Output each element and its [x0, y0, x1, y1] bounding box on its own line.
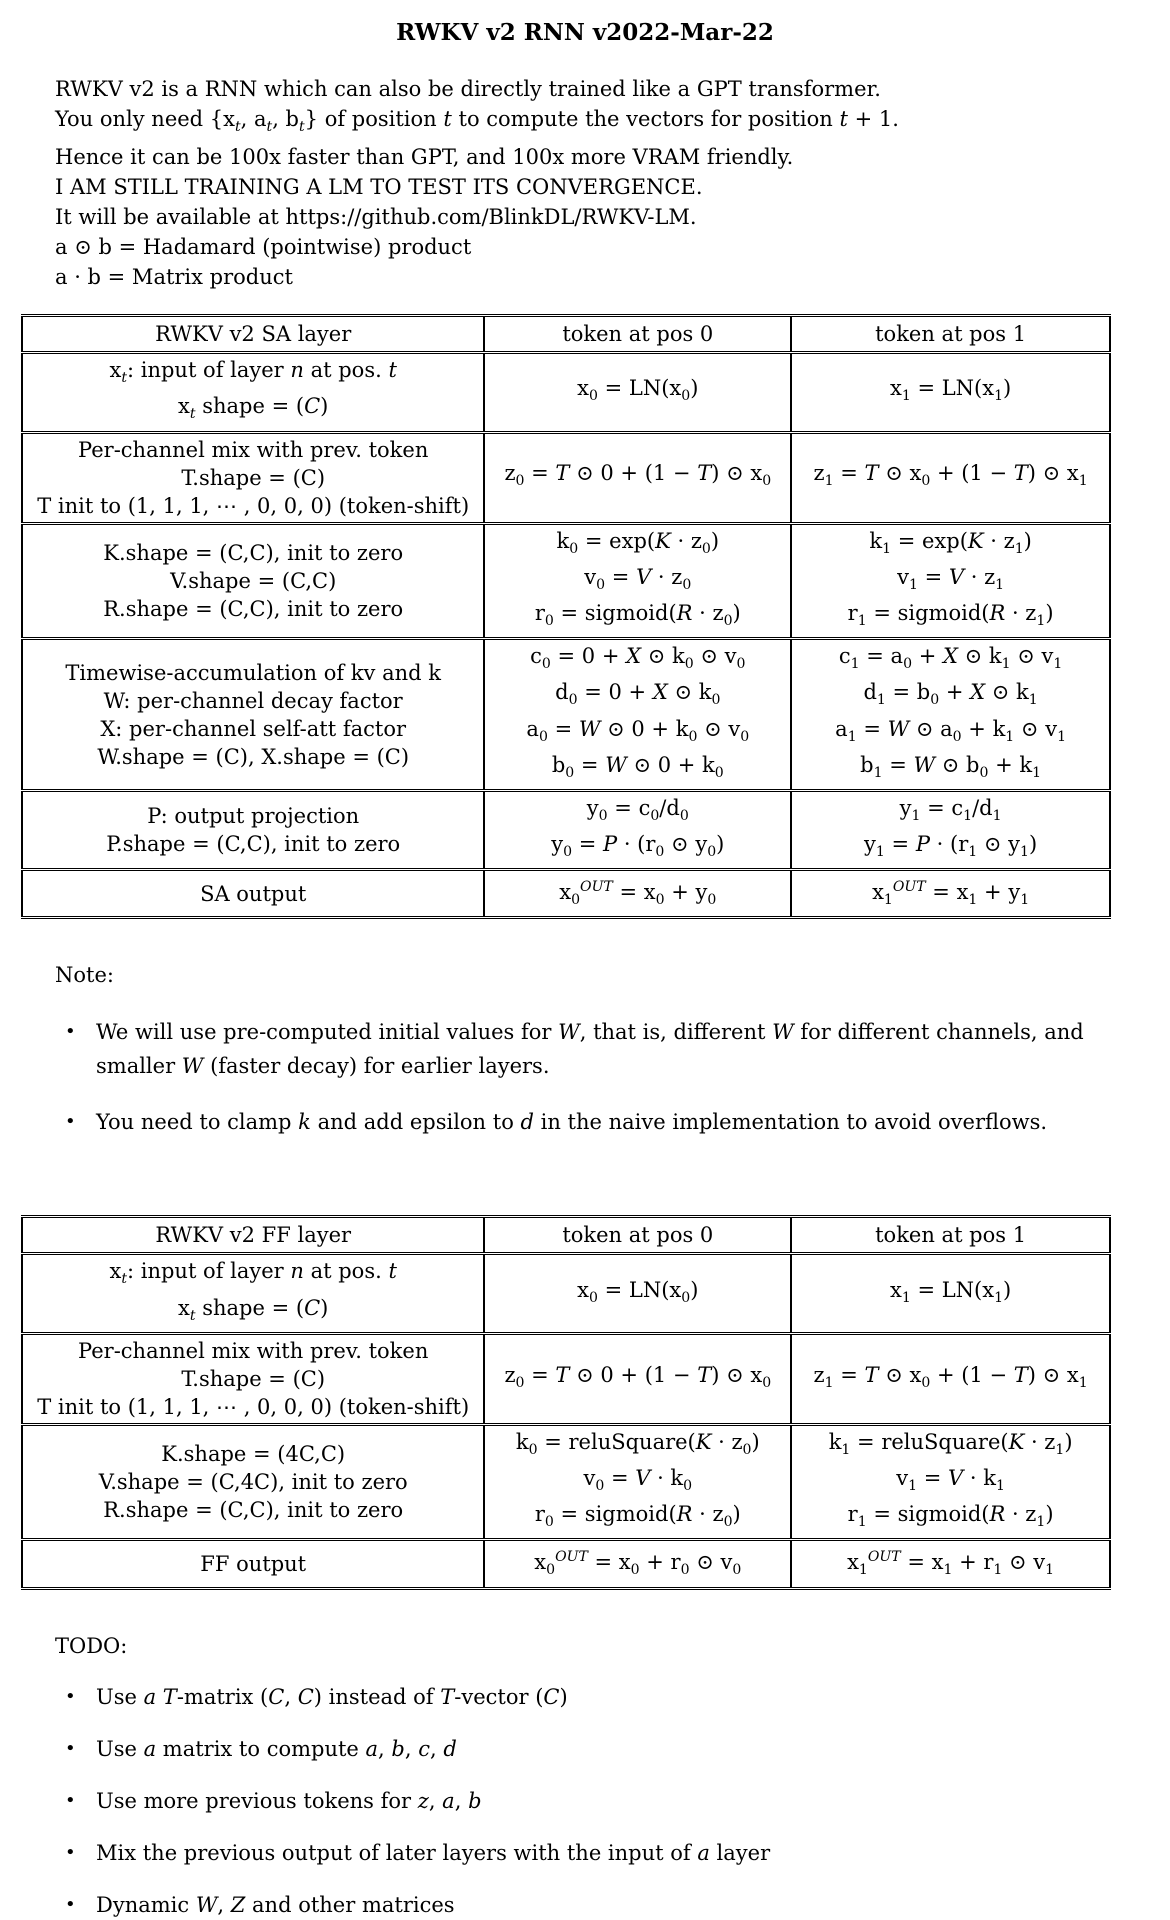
pos1-cell: [791, 1333, 1110, 1424]
formula-line: $v_1 = V \cdot z_1$: [897, 564, 1005, 593]
desc-cell: [22, 523, 484, 639]
formula-line: $d_1 = b_0 + X$ ⊙ $k_1$: [863, 680, 1038, 709]
sa-header-layer: RWKV v2 SA layer: [22, 316, 484, 353]
matrix-product-definition: a · b = Matrix product: [55, 265, 293, 290]
formula-line: $c_1 = a_0 + X$ ⊙ $k_1$ ⊙ $v_1$: [838, 644, 1063, 673]
formula-line: $k_0$ = reluSquare(K · $z_0$): [515, 1429, 760, 1458]
formula-line: $r_1$ = sigmoid(R · $z_1$): [847, 1502, 1054, 1531]
todo-item: • Dynamic W, Z and other matrices: [55, 1890, 1136, 1920]
desc-cell: [22, 1424, 484, 1540]
todo-item: • Use a matrix to compute a, b, c, d: [55, 1734, 1136, 1764]
formula-line: $a_1 = W$ ⊙ $a_0 + k_1$ ⊙ $v_1$: [835, 716, 1067, 745]
pos1-cell: [791, 1424, 1110, 1540]
desc-line: W: per-channel decay factor: [103, 688, 403, 713]
desc-cell: [22, 790, 484, 869]
pos1-cell: [791, 1254, 1110, 1333]
pos0-cell: [484, 523, 791, 639]
table-row: [22, 432, 1110, 523]
ff-layer-table: [21, 1215, 1111, 1589]
table-row: [22, 353, 1110, 432]
formula-line: $k_1$ = reluSquare(K · $z_1$): [828, 1429, 1073, 1458]
pos0-cell: [484, 1333, 791, 1424]
note-list: [0, 1015, 1170, 1139]
formula-line: $x_0^{OUT} = x_0 + y_0$: [559, 879, 717, 909]
formula-line: $x_1 = LN(x_1)$: [889, 376, 1012, 405]
pos0-cell: [484, 432, 791, 523]
table-row: [22, 1333, 1110, 1424]
desc-line: $x_t$ shape = (C): [178, 394, 329, 423]
formula-line: $v_0 = V \cdot k_0$: [583, 1466, 693, 1495]
desc-cell: [22, 353, 484, 432]
formula-line: $z_1 = T$ ⊙ $x_0 + (1 - T)$ ⊙ $x_1$: [813, 1362, 1088, 1391]
desc-line: T init to (1, 1, 1, ⋯ , 0, 0, 0) (token-shift): [37, 1394, 470, 1419]
desc-line: $x_t$: input of layer n at pos. t: [109, 358, 397, 387]
desc-line: P: output projection: [147, 804, 360, 829]
pos1-cell: [791, 523, 1110, 639]
formula-line: $v_1 = V \cdot k_1$: [896, 1466, 1005, 1495]
formula-line: $x_1^{OUT} = x_1 + r_1$ ⊙ $v_1$: [847, 1549, 1055, 1579]
intro-line: You only need {$x_t$, $a_t$, $b_t$} of position t to compute the vectors for position t + 1.: [55, 107, 899, 136]
pos0-cell: [484, 1254, 791, 1333]
desc-line: V.shape = (C,4C), init to zero: [98, 1470, 408, 1495]
formula-line: $x_1^{OUT} = x_1 + y_1$: [872, 879, 1030, 909]
desc-line: R.shape = (C,C), init to zero: [103, 596, 404, 621]
formula-line: $y_1 = c_1/d_1$: [899, 795, 1002, 825]
formula-line: $k_1 = \exp(K \cdot z_1)$: [869, 528, 1032, 557]
formula-line: $r_1$ = sigmoid(R · $z_1$): [847, 600, 1054, 630]
note-item: • We will use pre-computed initial values for W, that is, different W for different channels, and smaller W (faster decay) for earlier layers.: [55, 1015, 1136, 1083]
pos1-cell: [791, 1540, 1110, 1588]
todo-heading: TODO:: [55, 1633, 128, 1658]
pos0-cell: [484, 790, 791, 869]
intro-line: Hence it can be 100x faster than GPT, and 100x more VRAM friendly.: [55, 145, 794, 170]
desc-line: K.shape = (C,C), init to zero: [103, 540, 404, 565]
intro-line: RWKV v2 is a RNN which can also be directly trained like a GPT transformer.: [55, 77, 881, 101]
table-row: [22, 523, 1110, 639]
pos1-cell: [791, 639, 1110, 791]
desc-line: V.shape = (C,C): [170, 568, 337, 593]
ff-header-pos0: token at pos 0: [484, 1217, 791, 1254]
desc-line: W.shape = (C), X.shape = (C): [97, 744, 410, 769]
formula-line: $x_0^{OUT} = x_0 + r_0$ ⊙ $v_0$: [534, 1549, 742, 1579]
formula-line: $c_0 = 0 + X$ ⊙ $k_0$ ⊙ $v_0$: [530, 644, 746, 673]
desc-line: $x_t$: input of layer n at pos. t: [109, 1259, 397, 1288]
note-heading: Note:: [55, 963, 114, 988]
formula-line: $y_1 = P \cdot (r_1$ ⊙ $y_1$): [864, 832, 1038, 861]
pos1-cell: [791, 432, 1110, 523]
desc-line: T init to (1, 1, 1, ⋯ , 0, 0, 0) (token-shift): [37, 493, 470, 518]
desc-line: X: per-channel self-att factor: [100, 716, 407, 741]
desc-line: T.shape = (C): [181, 1366, 326, 1391]
ff-header-row: [22, 1217, 1110, 1254]
sa-header-pos1: token at pos 1: [791, 316, 1110, 353]
sa-header-row: [22, 316, 1110, 353]
intro-line: I AM STILL TRAINING A LM TO TEST ITS CONVERGENCE.: [55, 175, 703, 200]
pos0-cell: [484, 870, 791, 918]
table-row: [22, 1424, 1110, 1540]
table-row: [22, 1540, 1110, 1588]
formula-line: $y_0 = P \cdot (r_0$ ⊙ $y_0$): [551, 832, 725, 861]
document-page: [0, 18, 1170, 1917]
formula-line: $z_0 = T$ ⊙ 0 + (1 − T) ⊙ $x_0$: [504, 461, 772, 490]
formula-line: $r_0$ = sigmoid(R · $z_0$): [534, 1502, 741, 1531]
desc-line: Per-channel mix with prev. token: [78, 437, 429, 462]
desc-cell: [22, 1333, 484, 1424]
pos1-cell: [791, 790, 1110, 869]
formula-line: $k_0 = \exp(K \cdot z_0)$: [556, 528, 720, 557]
todo-item: • Use a T-matrix (C, C) instead of T-vector (C): [55, 1682, 1136, 1712]
desc-line: T.shape = (C): [181, 465, 326, 490]
pos0-cell: [484, 1424, 791, 1540]
desc-line: Timewise-accumulation of kv and k: [65, 660, 441, 685]
note-item: • You need to clamp k and add epsilon to d in the naive implementation to avoid overflows.: [55, 1105, 1136, 1139]
formula-line: $z_1 = T$ ⊙ $x_0 + (1 - T)$ ⊙ $x_1$: [813, 461, 1088, 490]
intro-paragraph: [55, 74, 1170, 292]
formula-line: $a_0 = W$ ⊙ $0 + k_0$ ⊙ $v_0$: [526, 716, 750, 745]
ff-header-layer: RWKV v2 FF layer: [22, 1217, 484, 1254]
desc-line: $x_t$ shape = (C): [178, 1295, 329, 1324]
todo-list: [0, 1682, 1170, 1920]
formula-line: $b_1 = W$ ⊙ $b_0 + k_1$: [860, 752, 1042, 781]
pos1-cell: [791, 870, 1110, 918]
formula-line: $v_0 = V \cdot z_0$: [584, 564, 692, 593]
pos0-cell: [484, 1540, 791, 1588]
page-title: RWKV v2 RNN v2022-Mar-22: [396, 19, 774, 46]
todo-item: • Mix the previous output of later layers with the input of a layer: [55, 1838, 1136, 1868]
pos0-cell: [484, 353, 791, 432]
formula-line: $r_0$ = sigmoid(R · $z_0$): [534, 600, 741, 630]
sa-layer-table: [21, 314, 1111, 919]
desc-line: P.shape = (C,C), init to zero: [106, 832, 401, 857]
hadamard-product-definition: a ⊙ b = Hadamard (pointwise) product: [55, 235, 472, 260]
ff-header-pos1: token at pos 1: [791, 1217, 1110, 1254]
formula-line: $b_0 = W$ ⊙ $0 + k_0$: [551, 752, 724, 781]
table-row: [22, 870, 1110, 918]
desc-cell: [22, 1540, 484, 1588]
desc-cell: [22, 639, 484, 791]
sa-header-pos0: token at pos 0: [484, 316, 791, 353]
pos1-cell: [791, 353, 1110, 432]
desc-line: SA output: [200, 881, 307, 906]
desc-line: K.shape = (4C,C): [161, 1442, 346, 1467]
table-row: [22, 639, 1110, 791]
todo-item: • Use more previous tokens for z, a, b: [55, 1786, 1136, 1816]
desc-line: Per-channel mix with prev. token: [78, 1338, 429, 1363]
desc-cell: [22, 432, 484, 523]
formula-line: $x_0 = LN(x_0)$: [577, 1277, 699, 1306]
formula-line: $x_0 = LN(x_0)$: [577, 376, 699, 405]
desc-line: R.shape = (C,C), init to zero: [103, 1498, 404, 1523]
formula-line: $d_0 = 0 + X$ ⊙ $k_0$: [555, 680, 721, 709]
table-row: [22, 790, 1110, 869]
formula-line: $y_0 = c_0/d_0$: [586, 795, 689, 825]
desc-cell: [22, 870, 484, 918]
formula-line: $x_1 = LN(x_1)$: [889, 1277, 1012, 1306]
desc-cell: [22, 1254, 484, 1333]
intro-line: It will be available at https://github.com/BlinkDL/RWKV-LM.: [55, 205, 697, 230]
pos0-cell: [484, 639, 791, 791]
table-row: [22, 1254, 1110, 1333]
desc-line: FF output: [200, 1551, 307, 1576]
formula-line: $z_0 = T$ ⊙ 0 + (1 − T) ⊙ $x_0$: [504, 1362, 772, 1391]
